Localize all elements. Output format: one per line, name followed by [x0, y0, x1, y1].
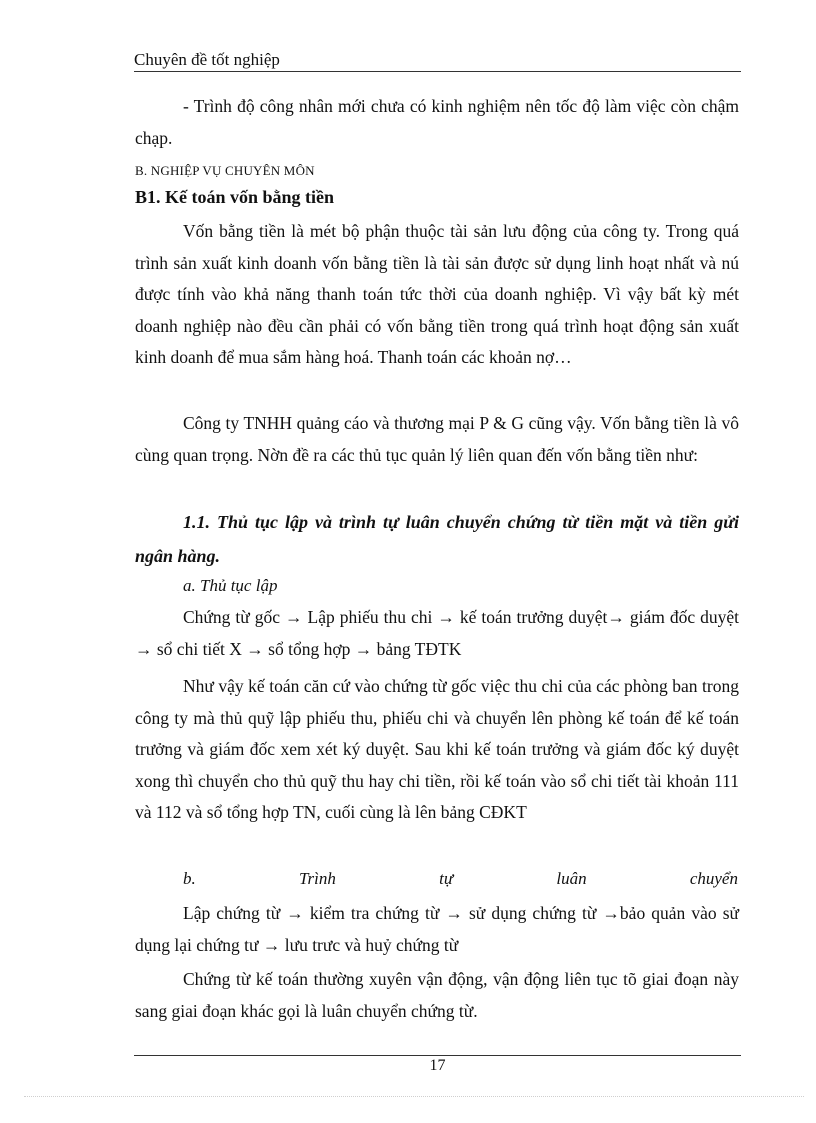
subheading-b-word: luân: [556, 869, 587, 888]
paragraph-intro: - Trình độ công nhân mới chưa có kinh nghiệm nên tốc độ làm việc còn chậm chạp.: [135, 96, 739, 148]
flow-procedure-1: Chứng từ gốc → Lập phiếu thu chi → kế toán trưởng duyệt→ giám đốc duyệt → sổ chi tiết X → sổ tổng hợp → bảng TĐTK: [135, 607, 739, 659]
subheading-1-1: 1.1. Thủ tục lập và trình tự luân chuyển chứng từ tiền mặt và tiền gửi ngân hàng.: [135, 512, 739, 566]
subheading-b-word: tự: [439, 869, 454, 888]
subheading-b-word: chuyển: [689, 869, 738, 888]
paragraph-3: Như vậy kế toán căn cứ vào chứng từ gốc việc thu chi của các phòng ban trong công ty mà thủ quỹ lập phiếu thu, phiếu chi và chuyển lên phòng kế toán để kế toán trưởng và giám đốc xem xét ký duyệt. Sau khi kế toán trưởng và giám đốc ký duyệt xong thì chuyển cho thủ quỹ thu hay chi tiền, rồi kế toán vào sổ chi tiết tài khoản 111 và 112 và sổ tổng hợp TN, cuối cùng là lên bảng CĐKT: [135, 676, 739, 822]
subheading-b-word: b.: [183, 869, 196, 888]
header-title: Chuyên đề tốt nghiệp: [134, 50, 280, 69]
subheading-a: a. Thủ tục lập: [183, 576, 278, 595]
flow-procedure-2: Lập chứng từ → kiểm tra chứng từ → sử dụng chứng từ →bảo quản vào sử dụng lại chứng tư → lưu trưc và huỷ chứng từ: [135, 903, 739, 955]
paragraph-1: Vốn bằng tiền là mét bộ phận thuộc tài sản lưu động của công ty. Trong quá trình sản xuất kinh doanh vốn bằng tiền là tài sản được sử dụng linh hoạt nhất và nú được tính vào khả năng thanh toán tức thời của doanh nghiệp. Vì vậy bất kỳ mét doanh nghiệp nào đều cần phải có vốn bằng tiền trong quá trình hoạt động sản xuất kinh doanh để mua sắm hàng hoá. Thanh toán các khoản nợ…: [135, 221, 739, 367]
subheading-b-word: Trình: [299, 869, 336, 888]
footer-divider: [134, 1055, 741, 1056]
page-number: 17: [429, 1057, 446, 1074]
subheading-b: [183, 869, 738, 889]
page-edge-divider: [24, 1096, 804, 1097]
header-divider: [134, 71, 741, 72]
paragraph-2: Công ty TNHH quảng cáo và thương mại P & G cũng vậy. Vốn bằng tiền là vô cùng quan trọng. Nờn đề ra các thủ tục quản lý liên quan đến vốn bằng tiền như:: [135, 413, 739, 465]
paragraph-4: Chứng từ kế toán thường xuyên vận động, vận động liên tục tõ giai đoạn này sang giai đoạn khác gọi là luân chuyển chứng từ.: [135, 969, 739, 1021]
heading-b1: B1. Kế toán vốn bằng tiền: [135, 187, 335, 207]
section-heading-b: B. NGHIỆP VỤ CHUYÊN MÔN: [135, 163, 315, 178]
